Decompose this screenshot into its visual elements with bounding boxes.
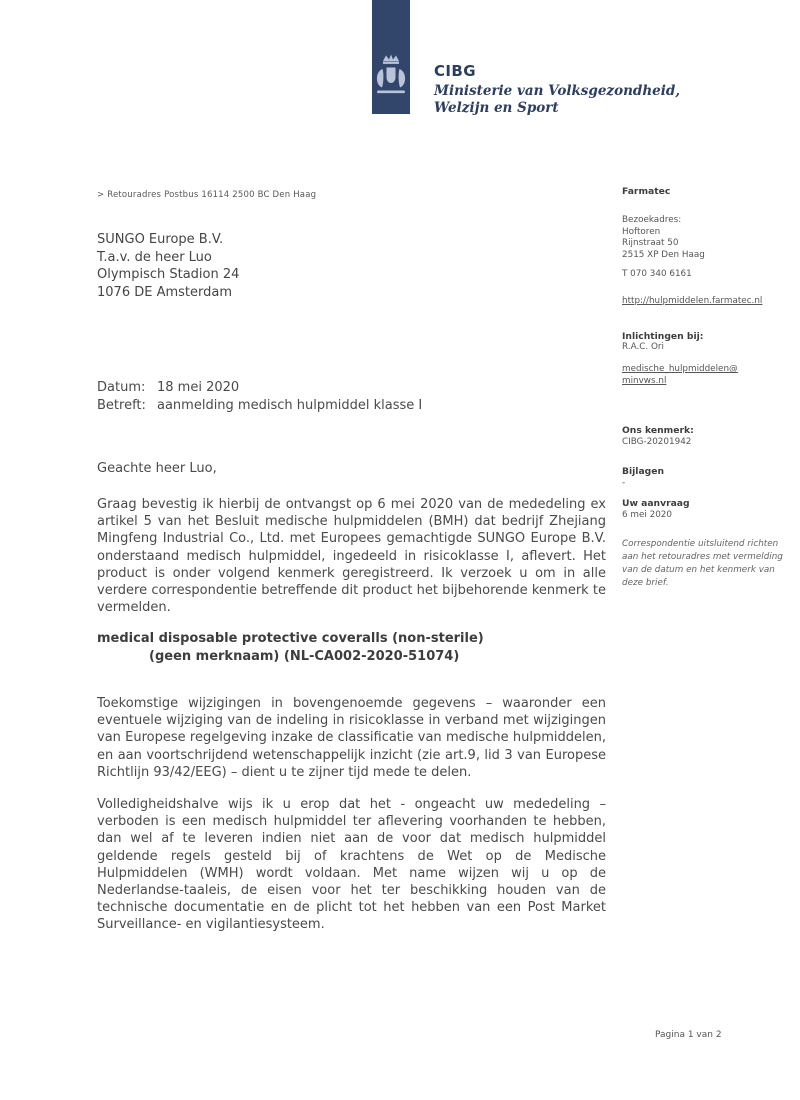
paragraph-future-changes: Toekomstige wijzigingen in bovengenoemde gegevens – waaronder een eventuele wijziging van de indeling in risicoklasse in verband met wijzigingen van Europese regelgeving inzake de classificatie van medische hulpmiddelen, en aan voortschrijdend wetenschappelijk inzicht (zie art.9, lid 3 van Europese Richtlijn 93/42/EEG) – dient u te zijner tijd mede te delen. <box>97 696 606 780</box>
sidebar-contact-info <box>622 186 794 590</box>
paragraph-confirmation: Graag bevestig ik hierbij de ontvangst op 6 mei 2020 van de mededeling ex artikel 5 van het Besluit medische hulpmiddelen (BMH) dat bedrijf Zhejiang Mingfeng Industrial Co., Ltd. met Europees gemachtigde SUNGO Europe B.V. onderstaand medisch hulpmiddel, ingedeeld in risicoklasse I, aflevert. Het product is onder volgend kenmerk geregistreerd. Ik verzoek u om in alle verdere correspondentie betreffende dit product het bijbehorende kenmerk te vermelden. <box>97 497 606 616</box>
recipient-street: Olympisch Stadion 24 <box>97 267 240 282</box>
recipient-attn: T.a.v. de heer Luo <box>97 249 212 265</box>
letter-meta <box>97 379 422 414</box>
subject-row <box>97 397 422 415</box>
coat-of-arms-icon <box>374 52 408 108</box>
reference-label: Ons kenmerk: <box>622 424 694 436</box>
date-value: 18 mei 2020 <box>157 380 240 395</box>
product-name: medical disposable protective coveralls (non-sterile) <box>97 631 484 646</box>
request-date: 6 mei 2020 <box>622 509 673 520</box>
correspondence-note: Correspondentie uitsluitend richten aan het retouradres met vermelding van de datum en het kenmerk van deze brief. <box>622 538 783 588</box>
recipient-city: 1076 DE Amsterdam <box>97 284 232 300</box>
paragraph-legal-notice: Volledigheidshalve wijs ik u erop dat het - ongeacht uw mededeling – verboden is een medisch hulpmiddel ter aflevering voorhanden te hebben, dan wel af te leveren indien niet aan de voor dat medisch hulpmiddel geldende regels gesteld bij of krachtens de Wet op de Medische Hulpmiddelen (WMH) wordt voldaan. Met name wijzen wij u op de Nederlandse-taaleis, de eisen voor het ter beschikking houden van de technische documentatie en de plicht tot het hebben van een Post Market Surveillance- en vigilantiesysteem. <box>97 797 606 933</box>
date-label: Datum: <box>97 380 146 395</box>
sidebar-department: Farmatec <box>622 186 671 197</box>
request-label: Uw aanvraag <box>622 497 690 509</box>
subject-label: Betreft: <box>97 397 146 413</box>
logo-text <box>434 62 680 116</box>
recipient-company: SUNGO Europe B.V. <box>97 232 224 247</box>
logo-ministry-name <box>434 83 680 116</box>
phone-number: T 070 340 6161 <box>622 268 692 279</box>
salutation: Geachte heer Luo, <box>97 461 217 476</box>
reference-number: CIBG-20201942 <box>622 436 692 447</box>
email-link[interactable] <box>622 364 794 388</box>
rijksoverheid-logo-ribbon <box>372 0 410 114</box>
email-line2[interactable]: minvws.nl <box>622 375 667 386</box>
contact-name: R.A.C. Ori <box>622 342 664 353</box>
attachments-label: Bijlagen <box>622 466 664 478</box>
subject-value: aanmelding medisch hulpmiddel klasse I <box>157 397 423 413</box>
visit-address-street: Rijnstraat 50 <box>622 238 679 249</box>
product-registration-number: (geen merknaam) (NL-CA002-2020-51074) <box>149 649 460 664</box>
logo-ministry-line2: Welzijn en Sport <box>434 99 559 116</box>
logo-org-name: CIBG <box>434 62 476 80</box>
visit-address-building: Hoftoren <box>622 226 661 237</box>
contact-label: Inlichtingen bij: <box>622 330 704 342</box>
recipient-address <box>97 231 239 301</box>
product-registration <box>97 630 606 666</box>
attachments-value: - <box>622 478 626 489</box>
return-address: > Retouradres Postbus 16114 2500 BC Den Haag <box>97 190 317 200</box>
email-line1[interactable]: medische_hulpmiddelen@ <box>622 364 738 375</box>
visit-address-label: Bezoekadres: <box>622 214 682 225</box>
logo-ministry-line1: Ministerie van Volksgezondheid, <box>434 83 681 99</box>
website-link[interactable]: http://hulpmiddelen.farmatec.nl <box>622 295 763 306</box>
visit-address-city: 2515 XP Den Haag <box>622 250 705 261</box>
date-row <box>97 379 422 397</box>
page-indicator: Pagina 1 van 2 <box>655 1030 722 1040</box>
